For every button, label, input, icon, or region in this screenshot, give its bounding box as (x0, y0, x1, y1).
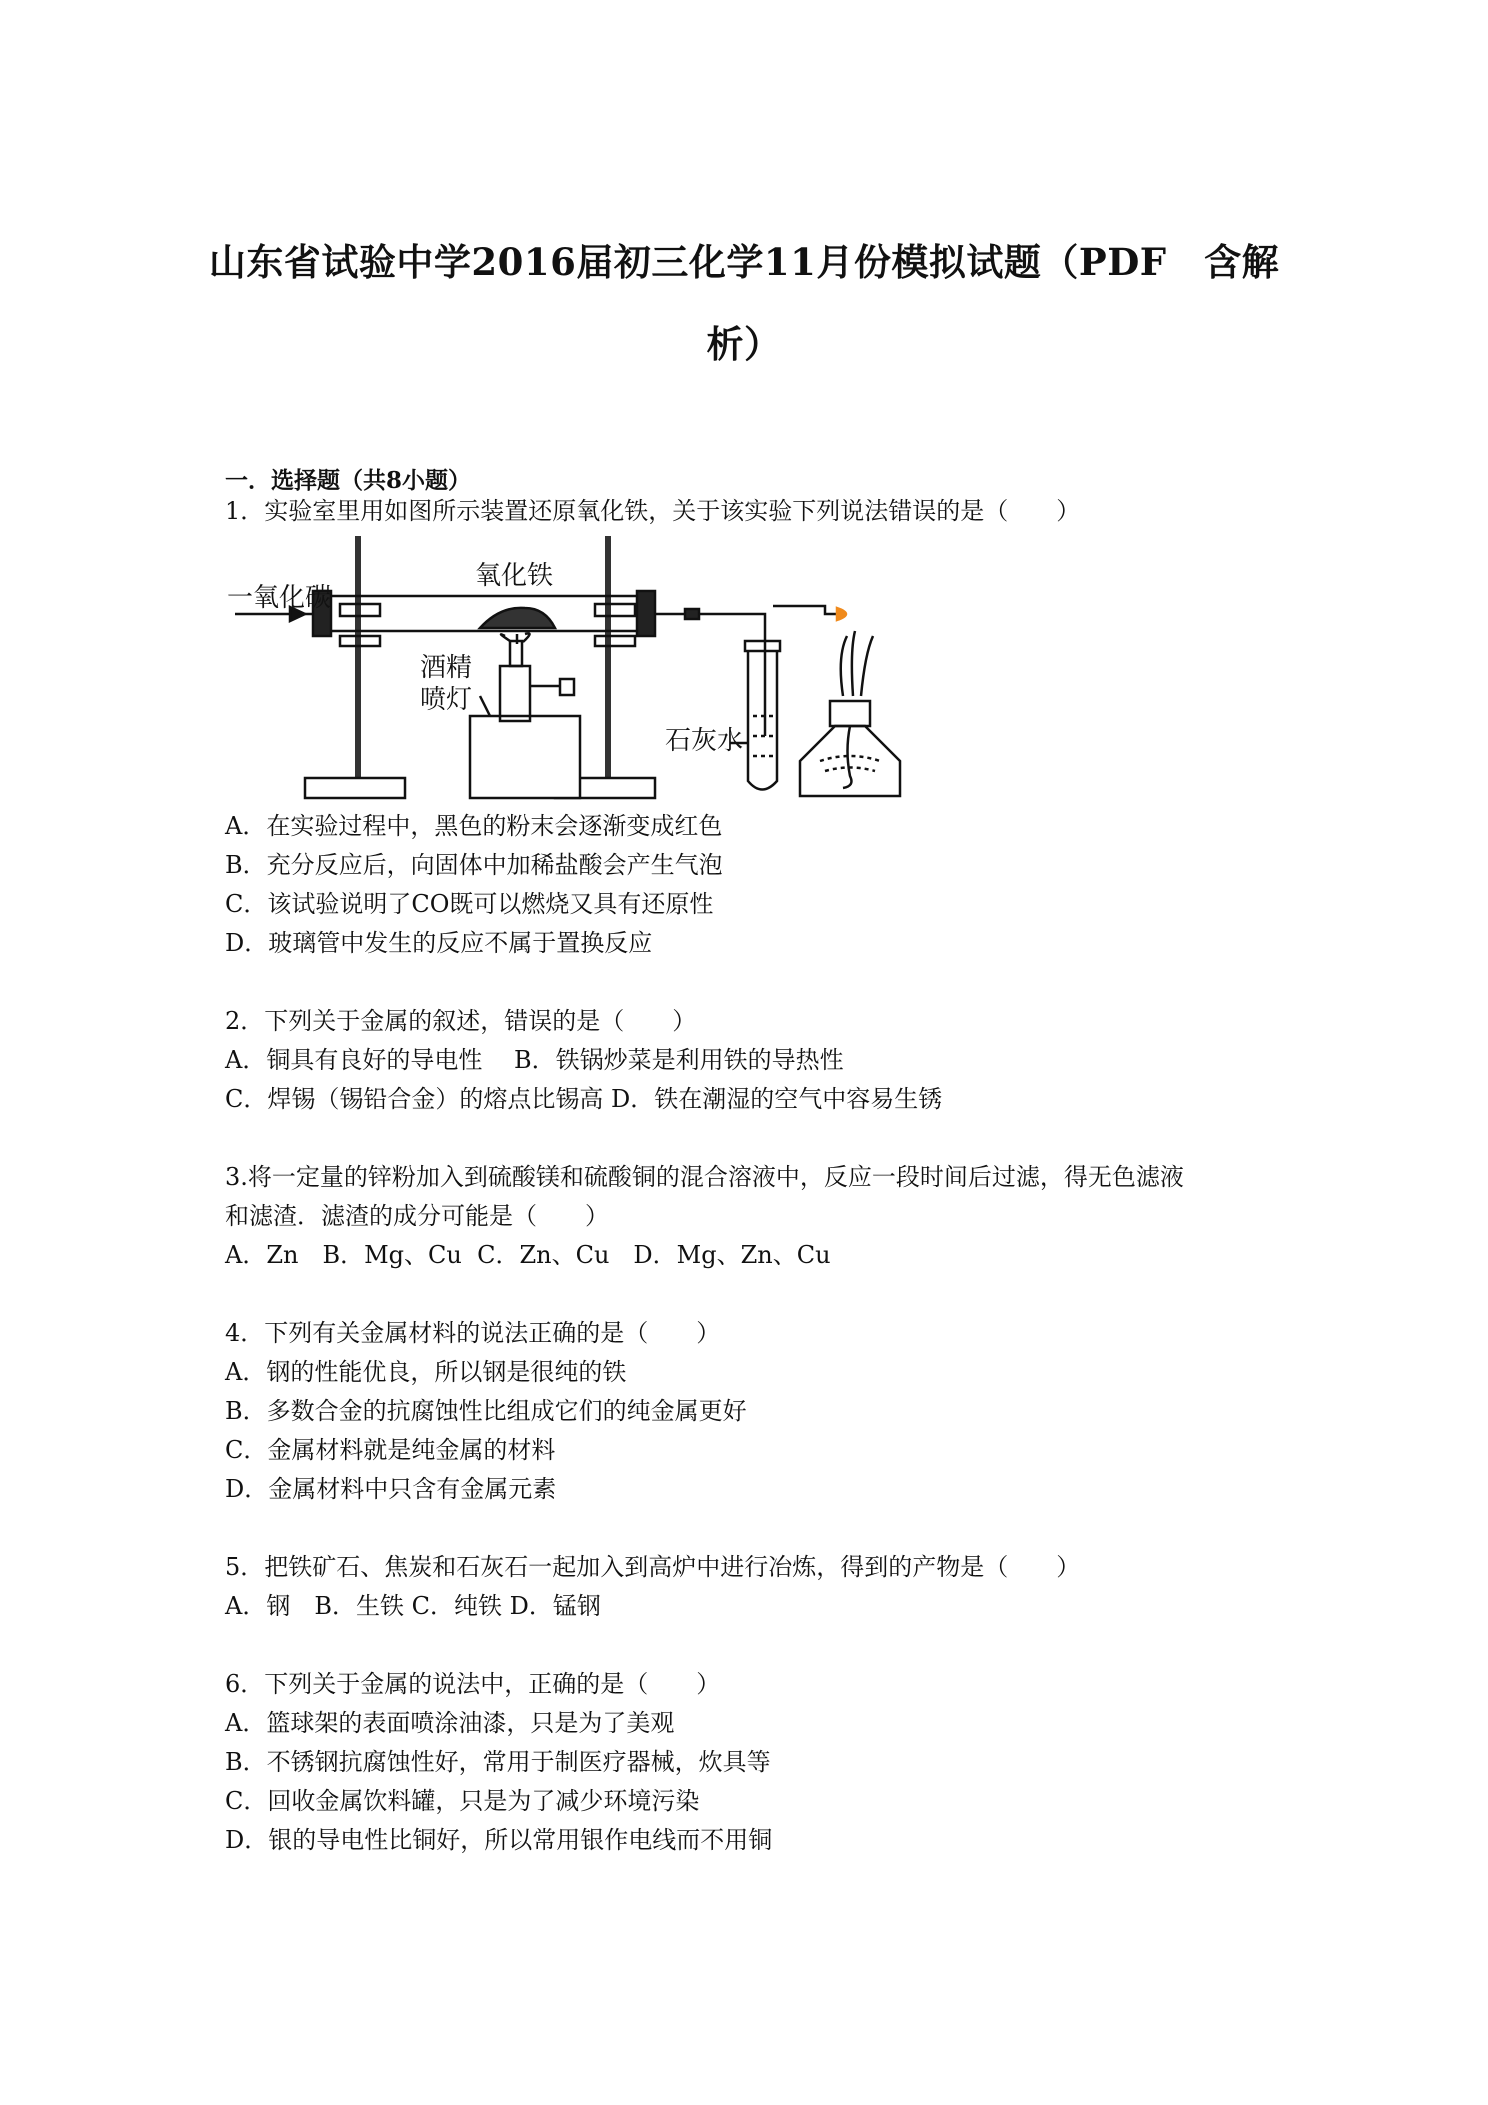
q1-option-b: B．充分反应后，向固体中加稀盐酸会产生气泡 (225, 851, 723, 879)
q3-options: A．Zn B．Mg、Cu C．Zn、Cu D．Mg、Zn、Cu (225, 1241, 831, 1269)
q2-options-cd: C．焊锡（锡铅合金）的熔点比锡高 D．铁在潮湿的空气中容易生锈 (225, 1085, 943, 1113)
q2-stem: 2．下列关于金属的叙述，错误的是（ ） (225, 1007, 697, 1035)
q1-option-d: D．玻璃管中发生的反应不属于置换反应 (225, 929, 653, 957)
document-title-line1: 山东省试验中学2016届初三化学11月份模拟试题（PDF 含解 (208, 240, 1280, 284)
q2-options-ab: A．铜具有良好的导电性 B．铁锅炒菜是利用铁的导热性 (225, 1046, 844, 1074)
q3-stem-line1: 3.将一定量的锌粉加入到硫酸镁和硫酸铜的混合溶液中，反应一段时间后过滤，得无色滤液 (225, 1163, 1184, 1191)
section-heading: 一．选择题（共8小题） (225, 467, 472, 494)
q6-stem: 6．下列关于金属的说法中，正确的是（ ） (225, 1670, 721, 1698)
q1-stem: 1．实验室里用如图所示装置还原氧化铁，关于该实验下列说法错误的是（ ） (225, 497, 1081, 525)
label-limewater: 石灰水 (665, 726, 744, 756)
q5-stem: 5．把铁矿石、焦炭和石灰石一起加入到高炉中进行冶炼，得到的产物是（ ） (225, 1553, 1081, 1581)
q6-option-b: B．不锈钢抗腐蚀性好，常用于制医疗器械，炊具等 (225, 1748, 771, 1776)
label-co: 一氧化碳 (227, 583, 332, 613)
q6-option-d: D．银的导电性比铜好，所以常用银作电线而不用铜 (225, 1826, 773, 1854)
apparatus-figure (225, 536, 905, 806)
q1-option-a: A．在实验过程中，黑色的粉末会逐渐变成红色 (225, 812, 723, 840)
q4-option-c: C．金属材料就是纯金属的材料 (225, 1436, 556, 1464)
q4-option-d: D．金属材料中只含有金属元素 (225, 1475, 557, 1503)
label-lamp-line1: 酒精 (420, 653, 473, 683)
q5-options: A．钢 B．生铁 C．纯铁 D．锰钢 (225, 1592, 601, 1620)
label-lamp-line2: 喷灯 (420, 685, 473, 715)
q6-option-c: C．回收金属饮料罐，只是为了减少环境污染 (225, 1787, 700, 1815)
q4-stem: 4．下列有关金属材料的说法正确的是（ ） (225, 1319, 721, 1347)
document-title-line2: 析） (706, 322, 782, 366)
q4-option-b: B．多数合金的抗腐蚀性比组成它们的纯金属更好 (225, 1397, 747, 1425)
q6-option-a: A．篮球架的表面喷涂油漆，只是为了美观 (225, 1709, 675, 1737)
q3-stem-line2: 和滤渣．滤渣的成分可能是（ ） (225, 1202, 609, 1230)
label-iron-oxide: 氧化铁 (475, 561, 554, 591)
q1-option-c: C．该试验说明了CO既可以燃烧又具有还原性 (225, 890, 714, 918)
q4-option-a: A．钢的性能优良，所以钢是很纯的铁 (225, 1358, 627, 1386)
